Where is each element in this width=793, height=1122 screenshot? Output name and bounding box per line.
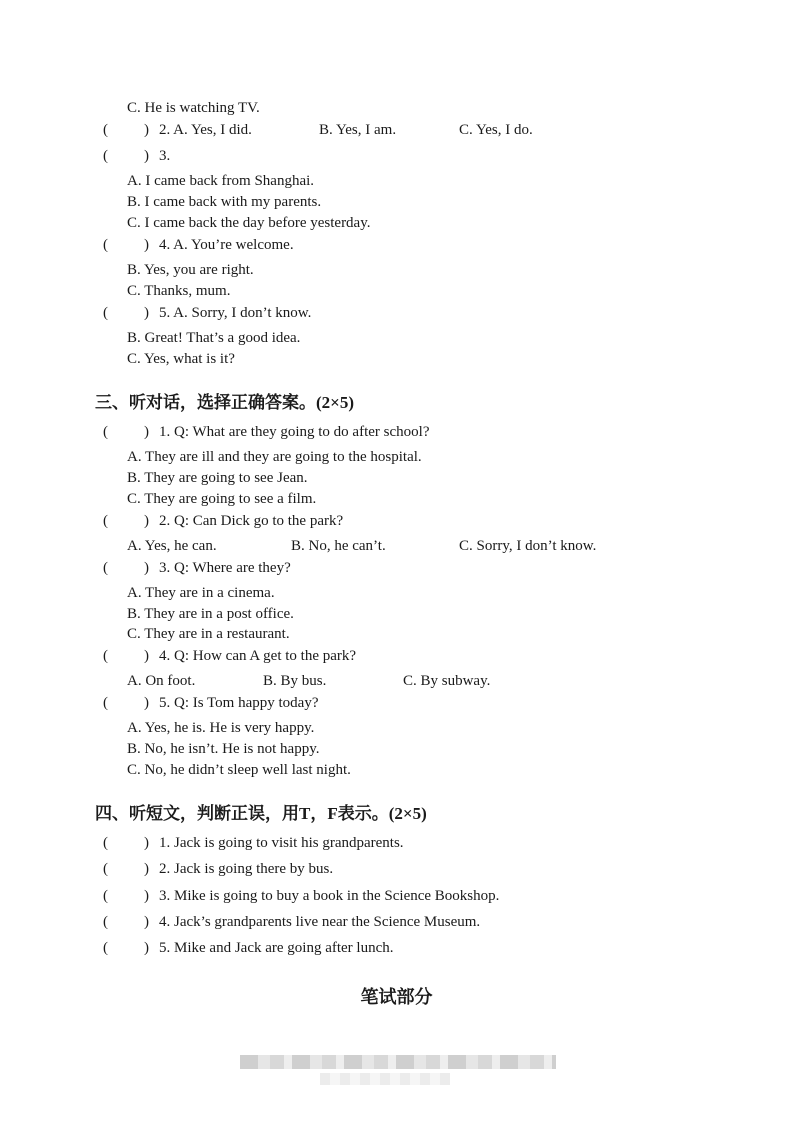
answer-paren-close: ) xyxy=(144,305,149,321)
option-b: B. Great! That’s a good idea. xyxy=(127,330,301,346)
section-heading-text: 三、听对话，选择正确答案。 xyxy=(95,393,316,413)
answer-paren-close: ) xyxy=(144,695,149,711)
answer-paren-open: ( xyxy=(103,148,108,164)
answer-paren-close: ) xyxy=(144,237,149,253)
option-c: C. Yes, what is it? xyxy=(127,351,235,367)
section-heading-end: 表示。 xyxy=(337,804,389,824)
section-score: (2×5) xyxy=(316,393,355,412)
option-c: C. Sorry, I don’t know. xyxy=(459,538,597,554)
answer-paren-close: ) xyxy=(144,513,149,529)
option-b: B. No, he can’t. xyxy=(291,538,386,554)
question-text: 5. Q: Is Tom happy today? xyxy=(159,695,319,711)
option-b: B. Yes, I am. xyxy=(319,122,397,138)
answer-paren-close: ) xyxy=(144,835,149,851)
option-c: C. I came back the day before yesterday. xyxy=(127,215,371,231)
question-text: 4. A. You’re welcome. xyxy=(159,237,294,253)
watermark-sub xyxy=(320,1073,450,1085)
answer-paren-close: ) xyxy=(144,148,149,164)
answer-paren-open: ( xyxy=(103,835,108,851)
statement-text: 4. Jack’s grandparents live near the Science Museum. xyxy=(159,914,481,930)
answer-paren-open: ( xyxy=(103,861,108,877)
option-c: C. Thanks, mum. xyxy=(127,283,231,299)
answer-paren-open: ( xyxy=(103,914,108,930)
statement-text: 5. Mike and Jack are going after lunch. xyxy=(159,940,394,956)
statement-text: 2. Jack is going there by bus. xyxy=(159,861,334,877)
option-a: A. I came back from Shanghai. xyxy=(127,173,315,189)
option-c: C. Yes, I do. xyxy=(459,122,533,138)
question-text: 5. A. Sorry, I don’t know. xyxy=(159,305,312,321)
question-text: 1. Q: What are they going to do after school? xyxy=(159,424,430,440)
option-c: C. By subway. xyxy=(403,673,491,689)
option-c: C. They are in a restaurant. xyxy=(127,626,290,642)
answer-paren-open: ( xyxy=(103,305,108,321)
answer-paren-close: ) xyxy=(144,648,149,664)
option-a: A. Yes, he is. He is very happy. xyxy=(127,720,315,736)
section-heading xyxy=(95,803,427,825)
answer-paren-open: ( xyxy=(103,560,108,576)
answer-paren-open: ( xyxy=(103,888,108,904)
answer-paren-open: ( xyxy=(103,940,108,956)
question-text: 2. A. Yes, I did. xyxy=(159,122,252,138)
option-b: B. They are in a post office. xyxy=(127,606,294,622)
option-b: B. They are going to see Jean. xyxy=(127,470,308,486)
question-text: 3. Q: Where are they? xyxy=(159,560,291,576)
answer-paren-close: ) xyxy=(144,940,149,956)
answer-paren-open: ( xyxy=(103,237,108,253)
answer-paren-close: ) xyxy=(144,424,149,440)
answer-paren-close: ) xyxy=(144,914,149,930)
section-heading-tf: T，F xyxy=(299,804,338,823)
option-a: A. On foot. xyxy=(127,673,196,689)
option-c: C. No, he didn’t sleep well last night. xyxy=(127,762,351,778)
question-text: 3. xyxy=(159,148,171,164)
option-a: A. They are in a cinema. xyxy=(127,585,275,601)
answer-paren-close: ) xyxy=(144,888,149,904)
statement-text: 1. Jack is going to visit his grandparents. xyxy=(159,835,404,851)
answer-paren-open: ( xyxy=(103,122,108,138)
option-b: B. By bus. xyxy=(263,673,327,689)
answer-paren-close: ) xyxy=(144,122,149,138)
written-part-title: 笔试部分 xyxy=(360,987,433,1008)
option-b: B. I came back with my parents. xyxy=(127,194,322,210)
question-text: 4. Q: How can A get to the park? xyxy=(159,648,357,664)
statement-text: 3. Mike is going to buy a book in the Science Bookshop. xyxy=(159,888,500,904)
question-text: 2. Q: Can Dick go to the park? xyxy=(159,513,344,529)
answer-paren-close: ) xyxy=(144,560,149,576)
answer-paren-open: ( xyxy=(103,424,108,440)
option-a: A. Yes, he can. xyxy=(127,538,217,554)
option-c: C. They are going to see a film. xyxy=(127,491,317,507)
section-heading xyxy=(95,392,354,414)
answer-paren-open: ( xyxy=(103,695,108,711)
option-b: B. No, he isn’t. He is not happy. xyxy=(127,741,320,757)
answer-paren-close: ) xyxy=(144,861,149,877)
section-heading-text: 四、听短文，判断正误，用 xyxy=(95,804,299,824)
section-score: (2×5) xyxy=(388,804,427,823)
watermark-bar xyxy=(240,1055,556,1069)
answer-paren-open: ( xyxy=(103,513,108,529)
answer-paren-open: ( xyxy=(103,648,108,664)
watermark xyxy=(240,1055,556,1087)
option-b: B. Yes, you are right. xyxy=(127,262,254,278)
option-c: C. He is watching TV. xyxy=(127,100,260,116)
option-a: A. They are ill and they are going to the hospital. xyxy=(127,449,422,465)
